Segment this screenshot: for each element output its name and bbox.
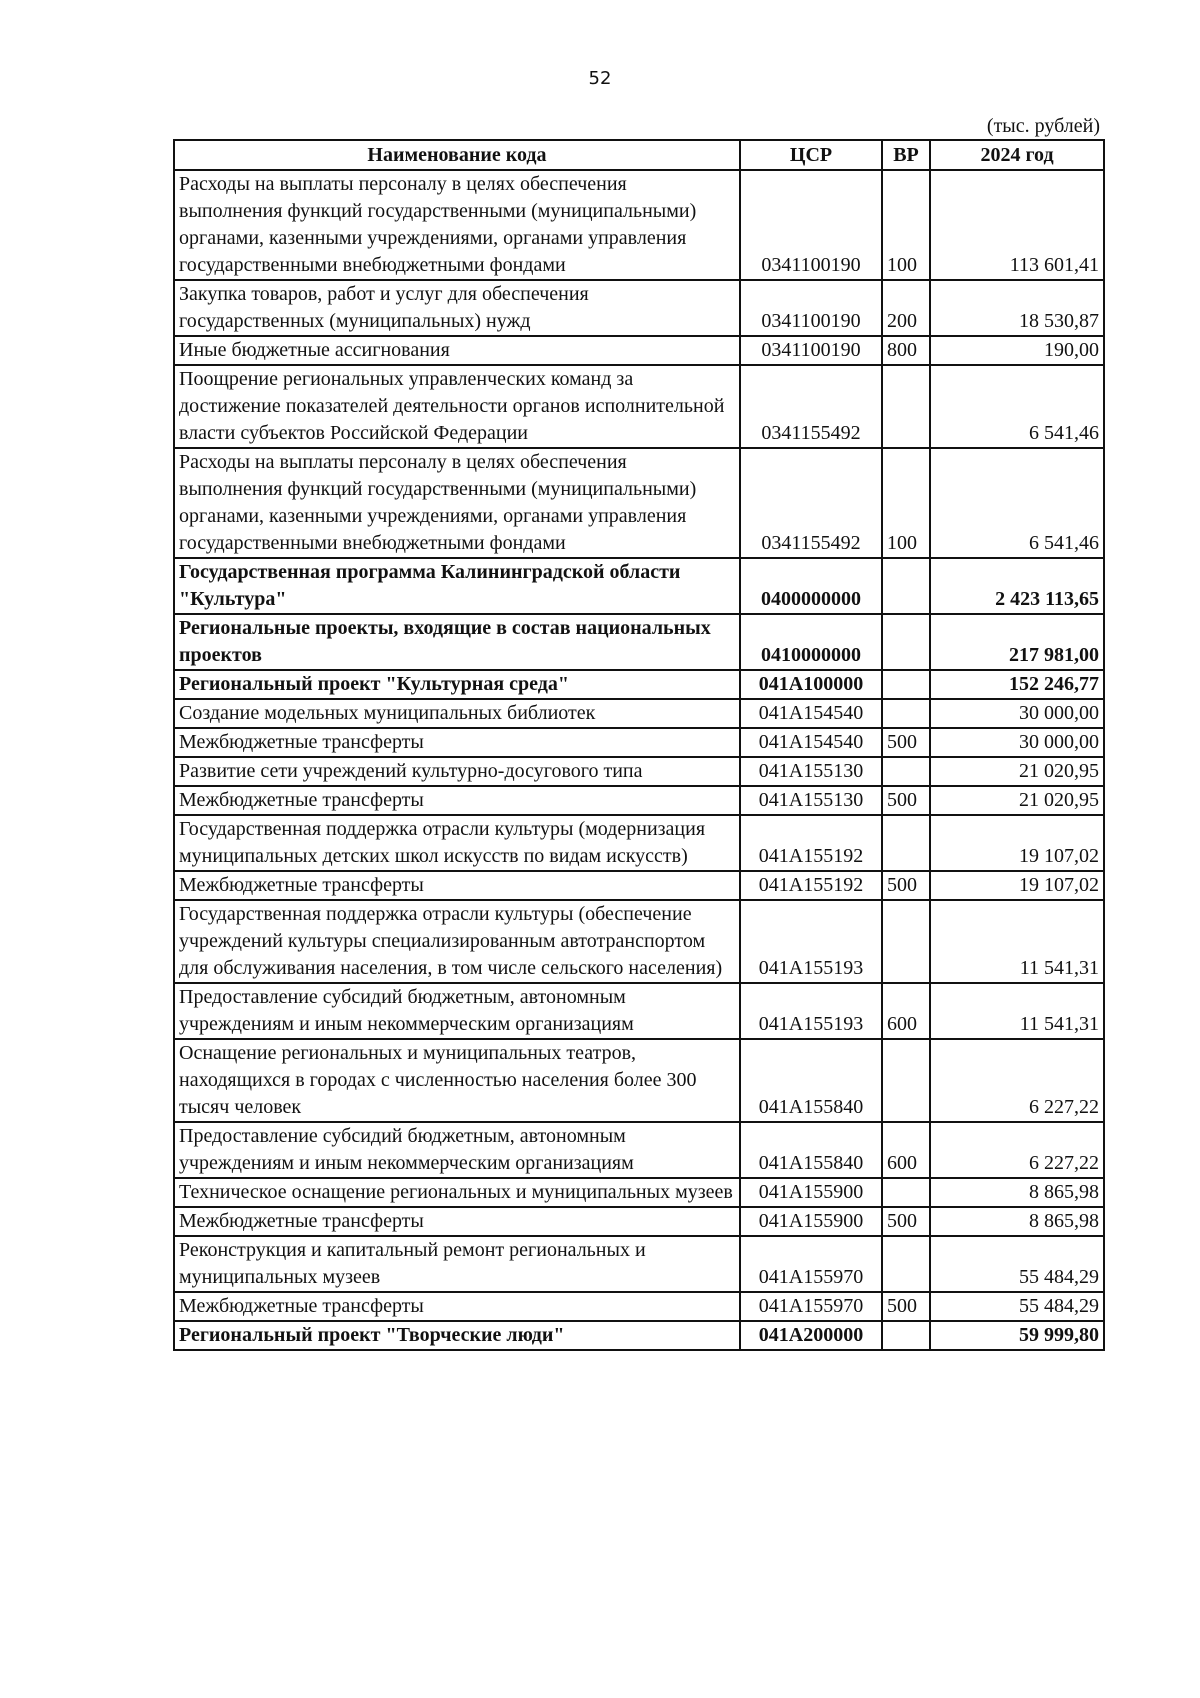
table-row (174, 786, 1104, 815)
table-row (174, 614, 1104, 670)
row-name-cell: Межбюджетные трансферты (174, 728, 740, 757)
row-amount-cell: 152 246,77 (930, 670, 1104, 699)
row-vr-cell: 800 (882, 336, 930, 365)
row-name-cell: Государственная программа Калининградской области "Культура" (174, 558, 740, 614)
table-row (174, 1321, 1104, 1350)
table-row (174, 728, 1104, 757)
row-code-cell: 041A155970 (740, 1236, 882, 1292)
header-vr: ВР (882, 140, 930, 170)
row-name-cell: Государственная поддержка отрасли культуры (обеспечение учреждений культуры специализированным автотранспортом для обслуживания населения, в том числе сельского населения) (174, 900, 740, 983)
table-row (174, 1207, 1104, 1236)
row-name-cell: Расходы на выплаты персоналу в целях обеспечения выполнения функций государственными (муниципальными) органами, казенными учреждениями, органами управления государственными внебюджетными фондами (174, 448, 740, 558)
row-amount-cell: 113 601,41 (930, 170, 1104, 280)
table-row (174, 699, 1104, 728)
row-vr-cell: 500 (882, 871, 930, 900)
row-name-cell: Межбюджетные трансферты (174, 871, 740, 900)
row-amount-cell: 21 020,95 (930, 786, 1104, 815)
row-code-cell: 041A155192 (740, 871, 882, 900)
row-code-cell: 0341155492 (740, 365, 882, 448)
row-amount-cell: 11 541,31 (930, 900, 1104, 983)
row-amount-cell: 55 484,29 (930, 1292, 1104, 1321)
row-vr-cell: 500 (882, 1292, 930, 1321)
row-code-cell: 041A155130 (740, 757, 882, 786)
budget-table (173, 139, 1105, 1351)
row-vr-cell (882, 1178, 930, 1207)
row-name-cell: Закупка товаров, работ и услуг для обеспечения государственных (муниципальных) нужд (174, 280, 740, 336)
row-amount-cell: 217 981,00 (930, 614, 1104, 670)
table-row (174, 983, 1104, 1039)
row-amount-cell: 19 107,02 (930, 815, 1104, 871)
row-vr-cell (882, 815, 930, 871)
row-code-cell: 041A154540 (740, 699, 882, 728)
row-code-cell: 041A155840 (740, 1122, 882, 1178)
row-amount-cell: 30 000,00 (930, 699, 1104, 728)
row-vr-cell: 200 (882, 280, 930, 336)
row-vr-cell (882, 1039, 930, 1122)
row-vr-cell (882, 614, 930, 670)
row-vr-cell: 600 (882, 983, 930, 1039)
table-row (174, 1039, 1104, 1122)
row-amount-cell: 6 541,46 (930, 365, 1104, 448)
row-code-cell: 041A155192 (740, 815, 882, 871)
row-amount-cell: 11 541,31 (930, 983, 1104, 1039)
row-amount-cell: 190,00 (930, 336, 1104, 365)
row-vr-cell: 600 (882, 1122, 930, 1178)
row-amount-cell: 18 530,87 (930, 280, 1104, 336)
row-name-cell: Региональный проект "Творческие люди" (174, 1321, 740, 1350)
row-name-cell: Государственная поддержка отрасли культуры (модернизация муниципальных детских школ искусств по видам искусств) (174, 815, 740, 871)
table-row (174, 1292, 1104, 1321)
table-row (174, 448, 1104, 558)
header-amount: 2024 год (930, 140, 1104, 170)
row-name-cell: Техническое оснащение региональных и муниципальных музеев (174, 1178, 740, 1207)
table-row (174, 900, 1104, 983)
row-vr-cell: 500 (882, 728, 930, 757)
row-amount-cell: 21 020,95 (930, 757, 1104, 786)
row-name-cell: Предоставление субсидий бюджетным, автономным учреждениям и иным некоммерческим организациям (174, 1122, 740, 1178)
row-vr-cell (882, 757, 930, 786)
row-code-cell: 0400000000 (740, 558, 882, 614)
row-amount-cell: 55 484,29 (930, 1236, 1104, 1292)
row-name-cell: Региональные проекты, входящие в состав национальных проектов (174, 614, 740, 670)
table-row (174, 1236, 1104, 1292)
row-name-cell: Реконструкция и капитальный ремонт региональных и муниципальных музеев (174, 1236, 740, 1292)
row-code-cell: 0341155492 (740, 448, 882, 558)
row-amount-cell: 8 865,98 (930, 1207, 1104, 1236)
table-row (174, 336, 1104, 365)
table-row (174, 871, 1104, 900)
row-vr-cell: 500 (882, 786, 930, 815)
header-name: Наименование кода (174, 140, 740, 170)
row-vr-cell: 100 (882, 170, 930, 280)
row-amount-cell: 8 865,98 (930, 1178, 1104, 1207)
row-code-cell: 041A155900 (740, 1207, 882, 1236)
row-code-cell: 041A155193 (740, 983, 882, 1039)
row-amount-cell: 6 227,22 (930, 1122, 1104, 1178)
row-vr-cell: 100 (882, 448, 930, 558)
row-code-cell: 041A200000 (740, 1321, 882, 1350)
row-name-cell: Создание модельных муниципальных библиотек (174, 699, 740, 728)
row-code-cell: 041A155193 (740, 900, 882, 983)
row-name-cell: Межбюджетные трансферты (174, 1207, 740, 1236)
header-row (174, 140, 1104, 170)
table-row (174, 1178, 1104, 1207)
row-vr-cell (882, 1236, 930, 1292)
row-name-cell: Расходы на выплаты персоналу в целях обеспечения выполнения функций государственными (муниципальными) органами, казенными учреждениями, органами управления государственными внебюджетными фондами (174, 170, 740, 280)
table-row (174, 757, 1104, 786)
row-amount-cell: 59 999,80 (930, 1321, 1104, 1350)
row-code-cell: 041A154540 (740, 728, 882, 757)
row-code-cell: 041A155900 (740, 1178, 882, 1207)
table-row (174, 815, 1104, 871)
table-row (174, 280, 1104, 336)
row-amount-cell: 6 541,46 (930, 448, 1104, 558)
row-name-cell: Межбюджетные трансферты (174, 1292, 740, 1321)
row-code-cell: 0341100190 (740, 170, 882, 280)
page-number: 52 (588, 68, 612, 89)
row-code-cell: 0341100190 (740, 336, 882, 365)
row-code-cell: 041A155840 (740, 1039, 882, 1122)
row-amount-cell: 19 107,02 (930, 871, 1104, 900)
table-row (174, 558, 1104, 614)
row-name-cell: Оснащение региональных и муниципальных театров, находящихся в городах с численностью населения более 300 тысяч человек (174, 1039, 740, 1122)
row-code-cell: 0410000000 (740, 614, 882, 670)
table-body (174, 170, 1104, 1350)
row-vr-cell (882, 558, 930, 614)
row-name-cell: Развитие сети учреждений культурно-досугового типа (174, 757, 740, 786)
row-name-cell: Иные бюджетные ассигнования (174, 336, 740, 365)
row-vr-cell (882, 1321, 930, 1350)
row-name-cell: Региональный проект "Культурная среда" (174, 670, 740, 699)
row-vr-cell: 500 (882, 1207, 930, 1236)
row-code-cell: 041A155130 (740, 786, 882, 815)
row-amount-cell: 2 423 113,65 (930, 558, 1104, 614)
units-note: (тыс. рублей) (986, 115, 1100, 137)
row-vr-cell (882, 900, 930, 983)
row-name-cell: Предоставление субсидий бюджетным, автономным учреждениям и иным некоммерческим организациям (174, 983, 740, 1039)
table-row (174, 170, 1104, 280)
row-name-cell: Межбюджетные трансферты (174, 786, 740, 815)
row-amount-cell: 30 000,00 (930, 728, 1104, 757)
table-row (174, 670, 1104, 699)
row-code-cell: 0341100190 (740, 280, 882, 336)
row-code-cell: 041A155970 (740, 1292, 882, 1321)
row-name-cell: Поощрение региональных управленческих команд за достижение показателей деятельности органов исполнительной власти субъектов Российской Федерации (174, 365, 740, 448)
row-vr-cell (882, 365, 930, 448)
table-row (174, 1122, 1104, 1178)
row-vr-cell (882, 670, 930, 699)
header-code: ЦСР (740, 140, 882, 170)
row-code-cell: 041A100000 (740, 670, 882, 699)
table-row (174, 365, 1104, 448)
row-vr-cell (882, 699, 930, 728)
row-amount-cell: 6 227,22 (930, 1039, 1104, 1122)
